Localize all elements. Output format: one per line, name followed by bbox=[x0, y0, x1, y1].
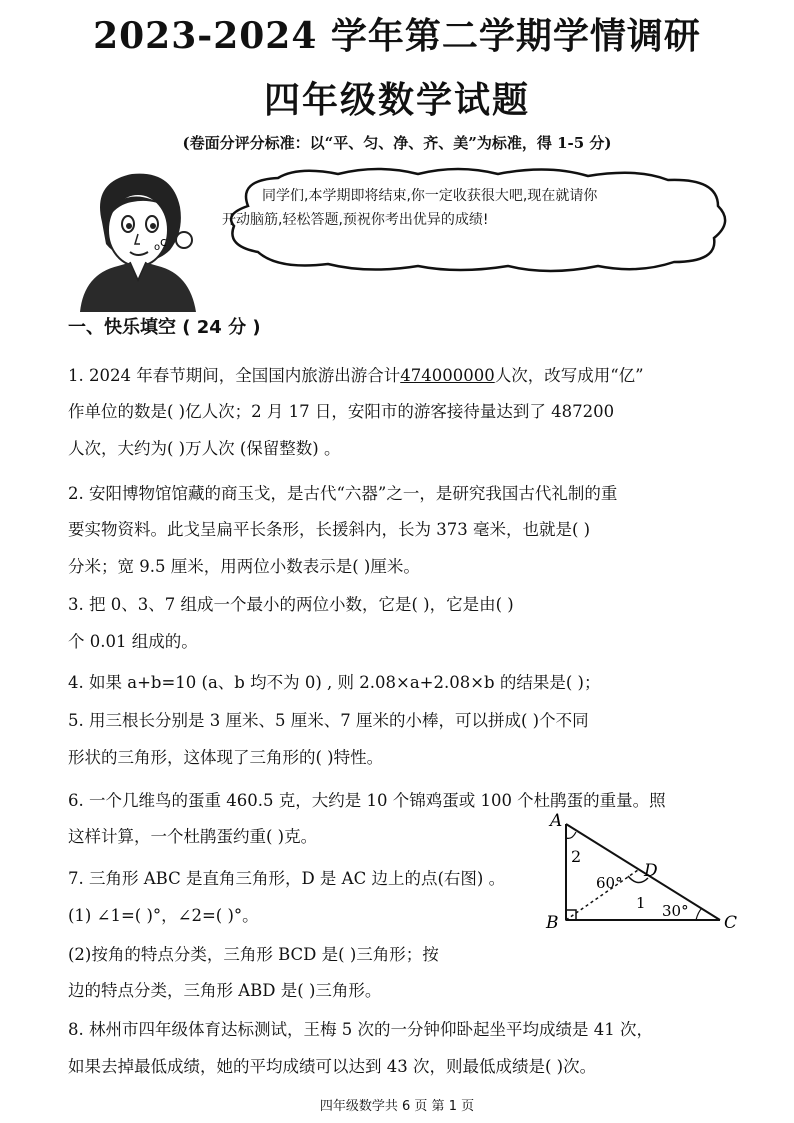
svg-text:o: o bbox=[154, 242, 161, 253]
angle-2-arc bbox=[566, 832, 576, 838]
angle-60-label: 60° bbox=[596, 874, 623, 892]
exam-subject-title: 四年级数学试题 bbox=[263, 79, 530, 121]
question-7-line-1: 7. 三角形 ABC 是直角三角形，D 是 AC 边上的点(右图) 。 bbox=[68, 869, 506, 888]
question-7-line-3: (2)按角的特点分类，三角形 BCD 是( )三角形；按 bbox=[68, 945, 439, 964]
question-8-line-2: 如果去掉最低成绩，她的平均成绩可以达到 43 次，则最低成绩是( )次。 bbox=[68, 1057, 597, 1076]
underlined-number: 474000000 bbox=[400, 366, 495, 385]
bubble-line: 开动脑筋,轻松答题,预祝你考出优异的成绩! bbox=[222, 212, 489, 228]
bubble-line: 同学们,本学期即将结束,你一定收获很大吧,现在就请你 bbox=[262, 188, 598, 204]
triangle-figure bbox=[538, 808, 770, 938]
vertex-a-label: A bbox=[550, 811, 563, 831]
page-footer: 四年级数学共 6 页 第 1 页 bbox=[319, 1099, 475, 1114]
question-1-line-1 bbox=[68, 361, 708, 390]
question-3-line-1: 3. 把 0、3、7 组成一个最小的两位小数，它是( )，它是由( ) bbox=[68, 595, 514, 614]
vertex-b-label: B bbox=[546, 913, 559, 933]
question-text: 人次，改写成用“亿” bbox=[494, 366, 644, 385]
question-7-line-4: 边的特点分类，三角形 ABD 是( )三角形。 bbox=[68, 981, 382, 1000]
girl-illustration bbox=[72, 162, 222, 312]
angle-c-arc bbox=[696, 908, 702, 920]
svg-text:c: c bbox=[160, 235, 167, 249]
question-6-line-1: 6. 一个几维鸟的蛋重 460.5 克，大约是 10 个锦鸡蛋或 100 个杜鹃蛋的重量。照 bbox=[68, 791, 666, 810]
section-heading: 一、快乐填空 ( 24 分 ) bbox=[68, 317, 261, 338]
question-text: 1. 2024 年春节期间，全国国内旅游出游合计 bbox=[68, 366, 401, 385]
angle-2-label: 2 bbox=[571, 847, 582, 866]
question-2-line-2: 要实物资料。此戈呈扁平长条形，长援斜内，长为 373 毫米，也就是( ) bbox=[68, 520, 591, 539]
exam-title: 2023-2024 学年第二学期学情调研 bbox=[93, 15, 701, 57]
angle-30-label: 30° bbox=[662, 902, 689, 920]
question-8-line-1: 8. 林州市四年级体育达标测试，王梅 5 次的一分钟仰卧起坐平均成绩是 41 次， bbox=[68, 1020, 653, 1039]
question-7-line-2: (1) ∠1=( )°，∠2=( )°。 bbox=[68, 906, 259, 925]
question-5-line-2: 形状的三角形，这体现了三角形的( )特性。 bbox=[68, 748, 384, 767]
question-4-line-1: 4. 如果 a+b=10 (a、b 均不为 0) , 则 2.08×a+2.08×b 的结果是( )； bbox=[68, 673, 601, 692]
vertex-d-label: D bbox=[644, 861, 658, 881]
question-3-line-2: 个 0.01 组成的。 bbox=[68, 632, 198, 651]
question-2-line-3: 分米；宽 9.5 厘米，用两位小数表示是( )厘米。 bbox=[68, 557, 420, 576]
scoring-note: (卷面分评分标准：以“平、匀、净、齐、美”为标准，得 1-5 分) bbox=[182, 134, 612, 152]
encouragement-message bbox=[222, 184, 702, 232]
question-6-line-2: 这样计算，一个杜鹃蛋约重( )克。 bbox=[68, 827, 318, 846]
question-5-line-1: 5. 用三根长分别是 3 厘米、5 厘米、7 厘米的小棒，可以拼成( )个不同 bbox=[68, 711, 589, 730]
angle-1-label: 1 bbox=[636, 894, 646, 912]
question-1-line-3: 人次，大约为( )万人次 (保留整数) 。 bbox=[68, 439, 341, 458]
question-1-line-2: 作单位的数是( )亿人次；2 月 17 日，安阳市的游客接待量达到了 487200 bbox=[68, 402, 615, 421]
vertex-c-label: C bbox=[724, 913, 738, 933]
question-2-line-1: 2. 安阳博物馆馆藏的商玉戈，是古代“六器”之一，是研究我国古代礼制的重 bbox=[68, 484, 618, 503]
